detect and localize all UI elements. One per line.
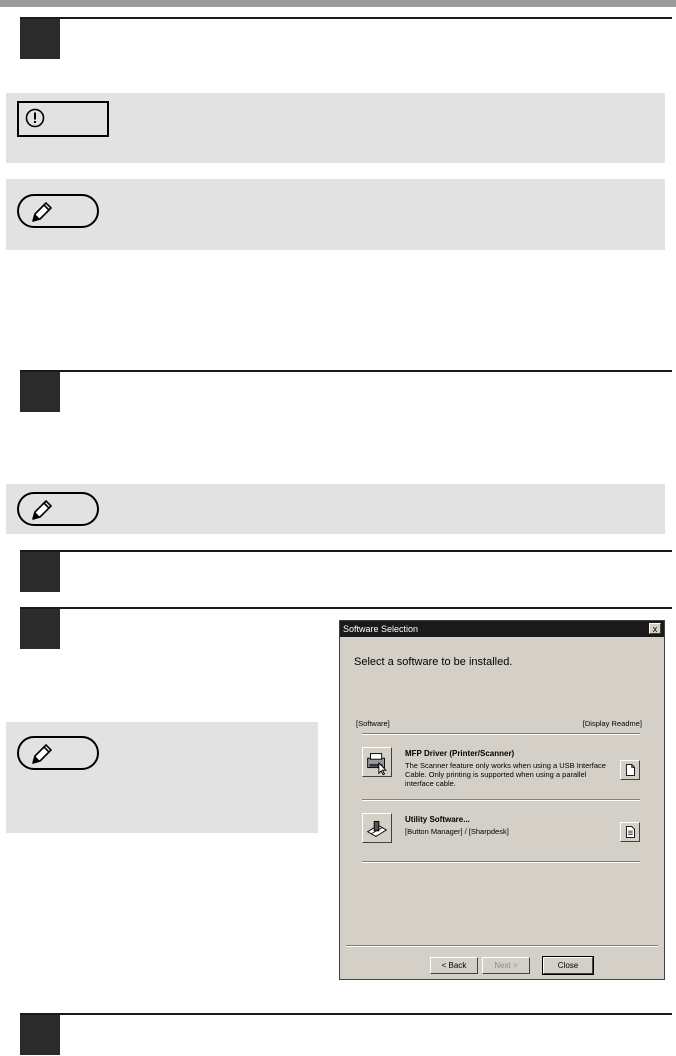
footer-divider	[346, 945, 658, 947]
utility-software-readme-button[interactable]	[620, 822, 640, 842]
caution-tag	[17, 101, 109, 137]
step-2-rule	[20, 370, 672, 372]
close-button[interactable]: Close	[543, 957, 593, 974]
pencil-icon	[29, 199, 55, 225]
back-button[interactable]: < Back	[430, 957, 478, 974]
top-header-bar	[0, 0, 676, 7]
utility-software-title: Utility Software...	[405, 815, 470, 824]
close-icon[interactable]: x	[649, 623, 661, 634]
note-panel-2	[6, 484, 665, 534]
mfp-driver-title: MFP Driver (Printer/Scanner)	[405, 749, 515, 758]
note-panel-1	[6, 179, 665, 250]
step-1-rule	[20, 17, 672, 19]
dialog-prompt: Select a software to be installed.	[354, 656, 513, 668]
next-button[interactable]: Next >	[482, 957, 530, 974]
note-tag	[17, 194, 99, 228]
utility-software-desc: [Button Manager] / [Sharpdesk]	[405, 827, 509, 836]
utility-software-install-button[interactable]	[362, 813, 392, 843]
step-4-rule	[20, 607, 672, 609]
step-4-marker	[20, 609, 60, 649]
item-divider	[362, 861, 640, 863]
mfp-driver-desc-line-2: Cable. Only printing is supported when using a parallel	[405, 770, 587, 779]
utility-software-icon	[363, 814, 391, 842]
printer-scanner-icon	[363, 748, 391, 776]
step-1-marker	[20, 19, 60, 59]
software-column-header: [Software]	[356, 719, 390, 728]
step-5-marker	[20, 1015, 60, 1055]
step-3-rule	[20, 550, 672, 552]
note-panel-3	[6, 722, 318, 833]
mfp-driver-desc-line-1: The Scanner feature only works when using a USB Interface	[405, 761, 606, 770]
readme-list-icon	[621, 823, 639, 841]
note-tag	[17, 736, 99, 770]
software-selection-dialog	[339, 620, 665, 980]
mfp-driver-readme-button[interactable]	[620, 760, 640, 780]
caution-icon	[25, 108, 45, 128]
header-divider	[362, 733, 640, 735]
dialog-title: Software Selection	[343, 624, 419, 634]
caution-panel	[6, 93, 665, 163]
pencil-icon	[29, 741, 55, 767]
step-5-rule	[20, 1013, 672, 1015]
step-3-marker	[20, 552, 60, 592]
item-divider	[362, 799, 640, 801]
step-2-marker	[20, 372, 60, 412]
readme-document-icon	[621, 761, 639, 779]
note-tag	[17, 492, 99, 526]
mfp-driver-install-button[interactable]	[362, 747, 392, 777]
dialog-title-bar[interactable]	[340, 621, 664, 637]
pencil-icon	[29, 497, 55, 523]
mfp-driver-desc-line-3: interface cable.	[405, 779, 456, 788]
readme-column-header: [Display Readme]	[582, 719, 642, 728]
